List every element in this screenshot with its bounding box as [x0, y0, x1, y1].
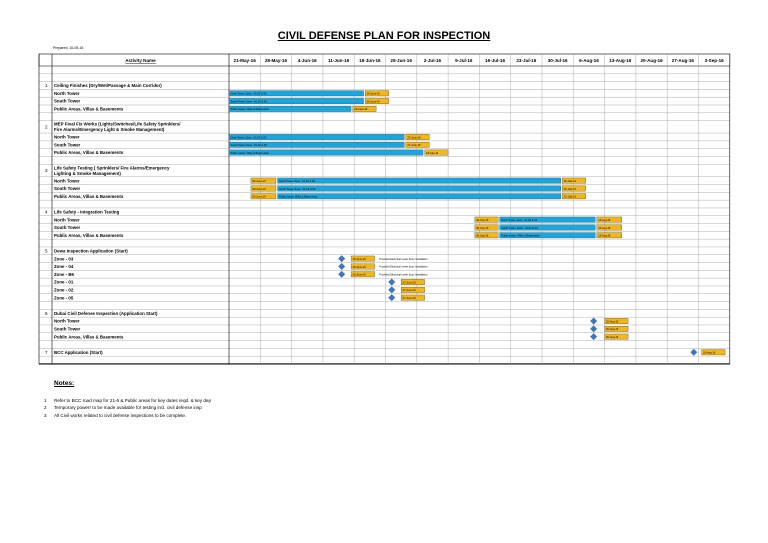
- bar-label: 30-July-16: [476, 218, 489, 222]
- row-label: Zone - 05: [54, 295, 74, 301]
- bar-label: 03-June-16: [252, 179, 266, 183]
- date-header: 2-Jul-16: [423, 58, 442, 63]
- milestone-diamond: [691, 349, 698, 356]
- activity-bar: [278, 186, 561, 191]
- bar-label: 26-June-16: [366, 92, 380, 96]
- bar-label: 03-June-16: [252, 195, 266, 199]
- remark-text: Provided Electrical meter &cov installation: [379, 265, 428, 269]
- section-number: 4: [45, 209, 48, 215]
- date-header: 28-May-16: [264, 58, 288, 63]
- section-title: Lighting & Smoke Management): [54, 170, 121, 176]
- section-number: 7: [45, 349, 48, 355]
- row-label: South Tower: [54, 225, 81, 231]
- milestone-diamond: [590, 333, 597, 340]
- section-title: MEP Final Fix Works (Lights/Switches/Life Safety Sprinklers/: [54, 121, 181, 127]
- row-label: North Tower: [54, 90, 80, 96]
- section-title: Life Safety Testing ( Sprinklers/ Fire Alarms/Emergency: [54, 165, 170, 171]
- bar-label: 04-July-16: [426, 151, 439, 155]
- date-header: 13-Aug-16: [609, 58, 632, 63]
- activity-header: Activity Name: [125, 58, 156, 63]
- milestone-diamond: [338, 271, 345, 278]
- date-header: 30-Jul-16: [547, 58, 568, 63]
- row-label: South Tower: [54, 186, 81, 192]
- milestone-diamond: [338, 263, 345, 270]
- bar-label: 30-July-16: [476, 226, 489, 230]
- date-header: 20-Aug-16: [640, 58, 663, 63]
- bar-label: 15-Aug-16: [598, 218, 611, 222]
- bar-label: 20-Aug-16: [606, 328, 619, 332]
- note-text: All Civil works related to civil defense inspections to be complete.: [54, 412, 187, 418]
- row-label: North Tower: [54, 318, 80, 324]
- date-header: 11-Jun-16: [327, 58, 350, 63]
- prepared-date: Prepared: 16-05-16: [53, 46, 84, 50]
- row-label: North Tower: [54, 134, 80, 140]
- note-text: Temporary powerr to be made available for testing incl. civil defense insp: [54, 405, 202, 411]
- bar-label: 15-June-16: [352, 273, 366, 277]
- bar-label: 15-June-16: [352, 257, 366, 261]
- date-header: 4-Jun-16: [297, 58, 317, 63]
- page-title: CIVIL DEFENSE PLAN FOR INSPECTION: [277, 30, 491, 42]
- notes-heading: Notes:: [54, 380, 75, 387]
- section-number: 3: [45, 168, 48, 174]
- bar-label: 31-July-16: [563, 187, 576, 191]
- bar-label: 31-July-16: [563, 179, 576, 183]
- note-text: Refer to BCC road map for 21-6 & Public areas for key dates reqd. & key dep: [54, 398, 212, 403]
- bar-label: 27-June-16: [402, 296, 416, 300]
- section-title: Dubai Civil Defense Inspection (Application Start): [54, 310, 158, 316]
- bar-label: 15-Aug-16: [598, 234, 611, 238]
- activity-bar: [278, 178, 561, 183]
- row-label: Zone - 02: [54, 287, 74, 293]
- row-label: North Tower: [54, 217, 80, 223]
- bar-label: Public Areas, Villas & Basements: [501, 234, 540, 238]
- bar-label: South Tower, Zone : 01,02 & 03: [501, 226, 538, 230]
- bar-label: 27-June-16: [407, 144, 421, 148]
- row-label: South Tower: [54, 326, 81, 332]
- date-header: 27-Aug-16: [671, 58, 694, 63]
- bar-label: 27-June-16: [402, 289, 416, 293]
- bar-label: 20-Aug-16: [606, 335, 619, 339]
- note-item: [44, 398, 211, 403]
- date-header: 3-Sep-16: [704, 58, 724, 63]
- date-header: 25-Jun-16: [390, 58, 412, 63]
- section-title: Fire Alarms/Emergency Light & Smoke Management): [54, 127, 165, 133]
- row-label: Public Areas, Villas & Basements: [54, 106, 124, 112]
- milestone-diamond: [590, 318, 597, 325]
- bar-label: 27-June-16: [402, 281, 416, 285]
- milestone-diamond: [590, 326, 597, 333]
- bar-label: North Tower, Zone : 01,02 & 03: [230, 92, 267, 96]
- note-item: [44, 413, 186, 418]
- row-label: Zone - B6: [54, 271, 75, 277]
- bar-label: 20-Aug-16: [606, 320, 619, 324]
- milestone-diamond: [388, 287, 395, 294]
- bar-label: North Tower, Zone : 01,02 & 03: [279, 179, 315, 183]
- date-header: 9-Jul-16: [455, 58, 473, 63]
- remark-text: Provided Electrical meter &cov installation: [379, 273, 428, 277]
- bar-label: 26-June-16: [366, 100, 380, 104]
- bar-label: 22-June-16: [354, 108, 368, 112]
- bar-label: Public Areas, Villas & Basements: [230, 151, 269, 155]
- row-label: North Tower: [54, 178, 80, 184]
- date-header: 23-Jul-16: [516, 58, 537, 63]
- note-number: 2: [44, 405, 47, 411]
- row-label: Public Areas, Villas & Basements: [54, 232, 124, 238]
- bar-label: South Tower, Zone : 01,02 & 03: [230, 100, 267, 104]
- section-title: Life Safety - Integration Testing: [54, 209, 120, 215]
- section-number: 6: [45, 310, 48, 316]
- section-title: Dewa Inspection Application (Start): [54, 248, 128, 254]
- bar-label: North Tower, Zone : 01,02 & 03: [230, 136, 267, 140]
- bar-label: South Tower, Zone : 01,02 & 03: [279, 187, 316, 191]
- bar-label: Public Areas, Villas & Basements: [230, 108, 269, 112]
- section-number: 2: [45, 124, 48, 130]
- note-number: 3: [44, 412, 47, 418]
- row-label: South Tower: [54, 142, 81, 148]
- row-label: South Tower: [54, 98, 81, 104]
- bar-label: South Tower, Zone : 01,02 & 03: [230, 144, 267, 148]
- row-label: Public Areas, Villas & Basements: [54, 193, 124, 199]
- milestone-diamond: [338, 255, 345, 262]
- date-header: 18-Jun-16: [359, 58, 381, 63]
- section-title: BCC Application (Start): [54, 349, 103, 355]
- row-label: Zone - 01: [54, 279, 74, 285]
- bar-label: 01-Aug-16: [703, 351, 716, 355]
- row-label: Zone - 03: [54, 256, 74, 262]
- milestone-diamond: [388, 279, 395, 286]
- bar-label: 03-June-16: [252, 187, 266, 191]
- bar-label: 30-July-16: [476, 234, 489, 238]
- date-header: 6-Aug-16: [579, 58, 599, 63]
- section-number: 1: [45, 83, 48, 89]
- milestone-diamond: [388, 294, 395, 301]
- date-header: 21-May-16: [233, 58, 256, 63]
- remark-text: Provided Electrical meter &cov installation: [379, 257, 428, 261]
- bar-label: Public Areas, Villas & Basements: [279, 195, 318, 199]
- bar-label: 31-July-16: [563, 195, 576, 199]
- activity-bar: [278, 194, 561, 199]
- row-label: Public Areas, Villas & Basements: [54, 150, 124, 156]
- bar-label: 15-June-16: [352, 265, 366, 269]
- date-header: 16-Jul-16: [485, 58, 506, 63]
- section-number: 5: [45, 248, 48, 254]
- row-label: Public Areas, Villas & Basements: [54, 334, 124, 340]
- bar-label: 27-June-16: [407, 136, 421, 140]
- row-label: Zone - 04: [54, 264, 74, 270]
- note-item: [44, 405, 202, 410]
- section-title: Ceiling Finishes (Dry/Wet/Passage & Main Corridor): [54, 83, 162, 89]
- note-number: 1: [44, 398, 47, 403]
- bar-label: North Tower, Zone : 01,02 & 03: [501, 218, 538, 222]
- bar-label: 15-Aug-16: [598, 226, 611, 230]
